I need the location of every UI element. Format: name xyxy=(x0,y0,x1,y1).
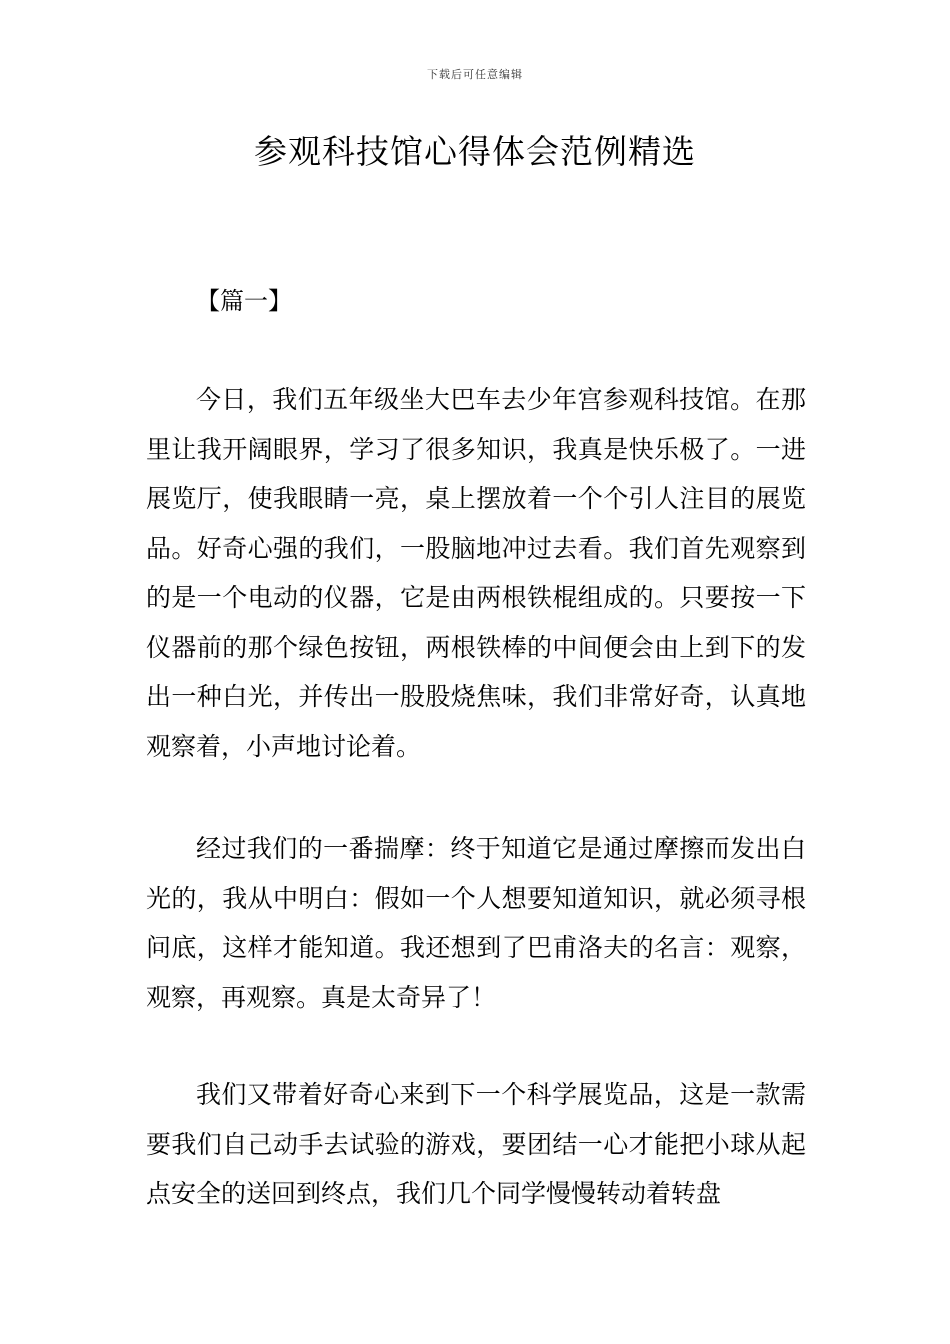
paragraph-3: 我们又带着好奇心来到下一个科学展览品，这是一款需要我们自己动手去试验的游戏，要团结一心才能把小球从起点安全的送回到终点，我们几个同学慢慢转动着转盘 xyxy=(146,1080,806,1208)
document-title: 参观科技馆心得体会范例精选 xyxy=(254,132,696,171)
paragraph-2: 经过我们的一番揣摩：终于知道它是通过摩擦而发出白光的，我从中明白：假如一个人想要知道知识，就必须寻根问底，这样才能知道。我还想到了巴甫洛夫的名言：观察，观察，再观察。真是太奇异了！ xyxy=(146,834,806,1012)
section-label: 【篇一】 xyxy=(196,287,292,315)
paragraph-1: 今日，我们五年级坐大巴车去少年宫参观科技馆。在那里让我开阔眼界，学习了很多知识，我真是快乐极了。一进展览厅，使我眼睛一亮，桌上摆放着一个个引人注目的展览品。好奇心强的我们，一股脑地冲过去看。我们首先观察到的是一个电动的仪器，它是由两根铁棍组成的。只要按一下仪器前的那个绿色按钮，两根铁棒的中间便会由上到下的发出一种白光，并传出一股股烧焦味，我们非常好奇，认真地观察着，小声地讨论着。 xyxy=(146,385,806,761)
header-note: 下载后可任意编辑 xyxy=(427,68,523,81)
